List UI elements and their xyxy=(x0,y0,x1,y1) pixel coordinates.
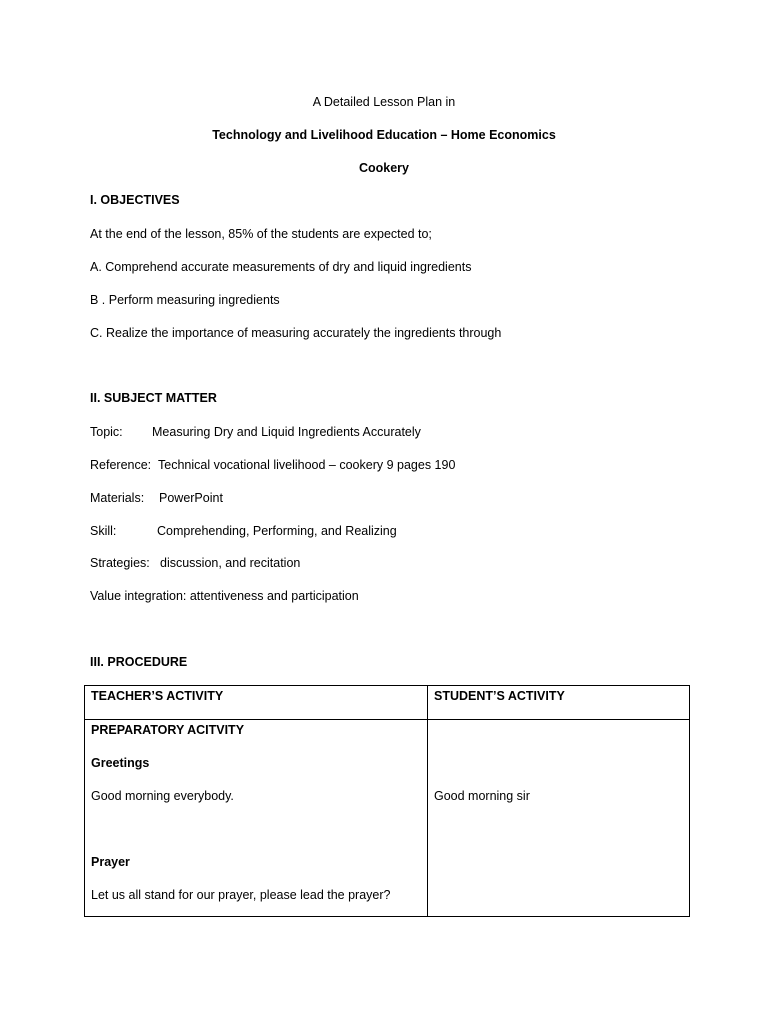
topic-label: Topic: xyxy=(90,425,123,439)
teacher-activity-cell xyxy=(85,720,428,917)
materials-label: Materials: xyxy=(90,491,145,505)
student-activity-header: STUDENT’S ACTIVITY xyxy=(428,686,690,720)
teacher-activity-header: TEACHER’S ACTIVITY xyxy=(85,686,428,720)
prayer-heading: Prayer xyxy=(91,855,130,869)
subject-matter-heading: II. SUBJECT MATTER xyxy=(90,391,217,405)
preparatory-activity-heading: PREPARATORY ACITVITY xyxy=(91,723,245,737)
topic-value: Measuring Dry and Liquid Ingredients Accurately xyxy=(152,425,421,439)
objective-item-b: B . Perform measuring ingredients xyxy=(90,293,280,307)
skill-value: Comprehending, Performing, and Realizing xyxy=(157,524,397,538)
objective-item-a: A. Comprehend accurate measurements of dry and liquid ingredients xyxy=(90,260,472,274)
skill-label: Skill: xyxy=(90,524,117,538)
objective-item-c: C. Realize the importance of measuring accurately the ingredients through xyxy=(90,326,502,340)
greetings-reply: Good morning sir xyxy=(434,789,530,803)
materials-row xyxy=(90,490,223,506)
objectives-heading: I. OBJECTIVES xyxy=(90,193,180,207)
doc-title-line-3: Cookery xyxy=(358,161,410,175)
doc-title-line-2: Technology and Livelihood Education – Home Economics xyxy=(212,128,556,142)
procedure-table xyxy=(84,685,690,917)
value-integration: Value integration: attentiveness and participation xyxy=(90,589,359,603)
table-row xyxy=(85,720,690,917)
strategies-label: Strategies: xyxy=(90,556,150,570)
reference-row xyxy=(90,457,455,473)
prayer-text: Let us all stand for our prayer, please lead the prayer? xyxy=(91,888,391,902)
student-activity-cell xyxy=(428,720,690,917)
strategies-row xyxy=(90,555,300,571)
table-header-row xyxy=(85,686,690,720)
objectives-intro: At the end of the lesson, 85% of the students are expected to; xyxy=(90,227,432,241)
materials-value: PowerPoint xyxy=(159,491,223,505)
greetings-heading: Greetings xyxy=(91,756,150,770)
greetings-text: Good morning everybody. xyxy=(91,789,234,803)
procedure-heading: III. PROCEDURE xyxy=(90,655,188,669)
strategies-value: discussion, and recitation xyxy=(160,556,301,570)
doc-title-line-1: A Detailed Lesson Plan in xyxy=(312,95,456,109)
skill-row xyxy=(90,523,397,539)
reference-value: Technical vocational livelihood – cookery 9 pages 190 xyxy=(158,458,456,472)
reference-label: Reference: xyxy=(90,458,152,472)
topic-row xyxy=(90,424,421,440)
